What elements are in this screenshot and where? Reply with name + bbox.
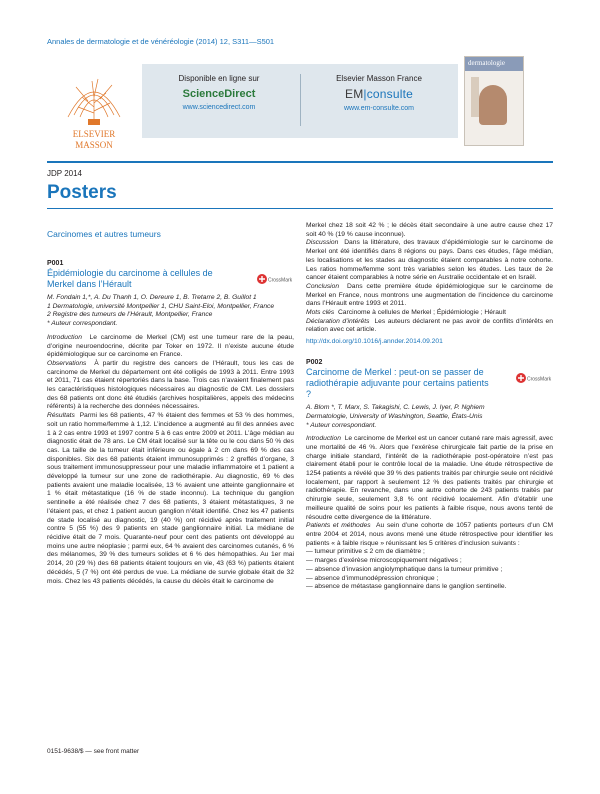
p001-keywords (306, 309, 553, 318)
crossmark-icon[interactable] (256, 272, 293, 284)
crossmark-label: CrossMark (527, 376, 552, 383)
p001-conclusion (306, 283, 553, 309)
list-item: — marges d’exérèse microscopiquement négatives ; (306, 557, 462, 565)
p001-discussion (306, 239, 553, 283)
p002-intro-label: Introduction (306, 435, 341, 443)
banner-publisher: Elsevier Masson France (336, 74, 422, 83)
list-item: — absence d’invasion angiolymphatique dans la tumeur primitive ; (306, 565, 503, 573)
p002-criteria-list (306, 548, 553, 592)
p001-res-label: Résultats (47, 412, 75, 420)
conference-label: JDP 2014 (47, 169, 82, 178)
p001-disc-text: Dans la littérature, des travaux d’épidémiologie sur le carcinome de Merkel ont été identifiés dans 8 régions ou pays. Dans ces études, l’âge médian, les localisations et les stades au diagnostic étaient comparables à notre cohorte. Les ratios homme/femme sont très variables selon les études. Les taux de 2e cancer étaient comparables à notre série en Australie occidentale et en Israël. (306, 239, 553, 282)
column-right (306, 222, 553, 592)
crossmark-icon[interactable] (515, 371, 552, 383)
emconsulte-em: EM (344, 87, 364, 101)
p001-concl-label: Conclusion (306, 282, 340, 290)
p001-kw-text: Carcinome à cellules de Merkel ; Épidémiologie ; Hérault (337, 309, 506, 317)
page-footer: 0151-9638/$ — see front matter (47, 748, 140, 755)
header-rule (47, 161, 553, 163)
logo-line-2: MASSON (75, 140, 113, 150)
p001-concl-text: Dans cette première étude épidémiologique sur le carcinome de Merkel en France, nous montrons une augmentation de l’incidence du carcinome dans l’Hérault entre 1993 et 2011. (306, 282, 553, 308)
cover-title: dermatologie (465, 57, 523, 71)
p001-intro-text: Le carcinome de Merkel (CM) est une tumeur rare de la peau, d’origine neuroendocrine, décrite par Toker en 1972. Il n’existe aucune étude épidémiologique sur ce carcinome en France. (47, 333, 294, 359)
page-title: Posters (47, 182, 117, 203)
p001-res-text: Parmi les 68 patients, 47 % étaient des femmes et 53 % des hommes, soit un ratio homme/femme à 1,12. L’incidence a augmenté au fil des années avec 1 à 2 cas entre 1993 et 1997 contre 5 à 6 cas entre 2009 et 2011. L’âge médian au diagnostic était de 78 ans. Le CM était localisé sur la tête ou le cou dans 50 % des cas. La taille de la tumeur était inférieure ou égale à 2 cm dans 69 % des cas disponibles. Six des 68 patients étaient immunosupprimés : 2 greffés d’organe, 3 sous traitement immunosuppresseur pour une maladie inflammatoire et 1 patient a développé la tumeur sur une zone de radiothérapie. Au diagnostic, 69 % des patients avaient une maladie localisée, 13 % avaient une atteinte ganglionnaire et 1 % était métastatique (16 % de stade inconnu). La technique du ganglion sentinelle a été réalisée chez 7 des 68 patients, 3 étaient métastatiques, 3 ne l’étaient pas, et chez 1 patient aucun ganglion n’était identifié. Chez les 47 patients de stade localisé au diagnostic, 19 (40 %) ont récidivé après traitement initial contre 5 (55 %) des 9 patients en stade ganglionnaire initial. La médiane de récidive était de 7 mois. Quarante-neuf pour cent des patients ont développé au moins une autre néoplasie ; parmi eux, 64 % avaient des carcinomes cutanés, 6 % des mélanomes, 39 % des tumeurs solides et 6 % des hémopathies. Au 1er mai 2014, 20 (29 %) des 68 patients étaient toujours en vie, 43 (63 %) patients étaient décédés, 5 (7 %) ont été perdus de vue. La médiane de survie globale était de 32 mois. Chez les 43 patients décédés, la cause du décès était le carcinome de (47, 412, 294, 585)
elsevier-logo (48, 57, 140, 152)
p001-obs-text: À partir du registre des cancers de l’Hérault, tous les cas de carcinome de Merkel du département ont été colligés de 1993 à 2011. Entre 1993 et 2011, 71 cas étaient répertoriés dans la base. Trois cas n’avaient finalement pas les caractéristiques histologiques nécessaires au diagnostic de CM. Les dossiers des 68 patients ont donc été étudiés (archives hospitalières, appels des médecins référents) à la recherche des données nécessaires. (47, 359, 295, 411)
subsection-title: Carcinomes et autres tumeurs (47, 229, 161, 239)
list-item: — absence d’immunodépression chronique ; (306, 574, 439, 582)
p002-methods (306, 522, 553, 548)
p001-disc-label: Discussion (306, 239, 339, 247)
p001-results-continued: Merkel chez 18 soit 42 % ; le décès était secondaire à une autre cause chez 17 soit 40 % (19 % cause inconnue). (306, 222, 553, 238)
p001-decl-text: Les auteurs déclarent ne pas avoir de conflits d’intérêts en relation avec cet article. (306, 317, 553, 334)
p002-affil-2: * Auteur correspondant. (306, 421, 377, 429)
sciencedirect-link[interactable]: www.sciencedirect.com (182, 104, 256, 111)
emconsulte-brand[interactable]: EM|consulte (344, 87, 414, 101)
title-rule (47, 208, 553, 209)
p001-obs-label: Observations (47, 359, 87, 367)
p001-authors: M. Fondain 1,*, A. Du Thanh 1, O. Dereure 1, B. Tretarre 2, B. Guillot 1 (47, 294, 257, 301)
cover-strip (471, 77, 479, 117)
p002-pm-text: Au sein d’une cohorte de 1057 patients porteurs d’un CM entre 2004 et 2014, nous avons mené une étude rétrospective pour identifier les patients « à faible risque » réunissant les 5 critères d’inclusion suivants : (306, 522, 554, 547)
column-left (47, 260, 294, 586)
banner-divider (300, 74, 301, 126)
p001-id: P001 (47, 260, 64, 267)
p002-id: P002 (306, 359, 323, 367)
p002-pm-label: Patients et méthodes (306, 522, 371, 530)
p002-intro-text: Le carcinome de Merkel est un cancer cutané rare mais agressif, avec une mortalité de 46 %. Alors que l’exérèse chirurgicale fait partie de la prise en charge initiale standard, l’intérêt de la radiothérapie post-opératoire n’est pas clairement établi pour le contrôle local de la maladie. Une étude rétrospective de 1254 patients a révélé que 39 % des patients traités par chirurgie seule ont récidivé localement, par rapport à seulement 12 % des patients traités par chirurgie et radiothérapie. En revanche, dans une autre cohorte de 243 patients traités par chirurgie seule, seulement 3,8 % ont récidivé localement. Afin d’établir une meilleure qualité de soins pour les patients à faible risque, nous avons tenté de résoudre cette divergence de la littérature. (306, 435, 554, 521)
emconsulte-consulte: consulte (366, 87, 414, 101)
p001-affil-3: * Auteur correspondant. (47, 320, 118, 328)
cover-image (479, 85, 507, 125)
crossmark-label: CrossMark (268, 277, 293, 284)
p001-kw-label: Mots clés (306, 309, 335, 317)
p002-authors: A. Blom *, T. Marx, S. Takagishi, C. Lewis, J. Iyer, P. Nghiem (306, 404, 485, 412)
p001-declaration (306, 318, 553, 335)
p001-introduction (47, 334, 294, 360)
p001-decl-label: Déclaration d’intérêts (306, 317, 370, 325)
emconsulte-link[interactable]: www.em-consulte.com (343, 105, 415, 112)
p001-intro-label: Introduction (47, 333, 82, 341)
p001-affil-2: 2 Registre des tumeurs de l’Hérault, Montpellier, France (47, 311, 213, 319)
p002-title: Carcinome de Merkel : peut-on se passer de radiothérapie adjuvante pour certains patients ? (306, 367, 489, 400)
availability-banner (142, 64, 458, 138)
banner-available-online: Disponible en ligne sur (178, 74, 260, 83)
logo-line-1: ELSEVIER (72, 129, 116, 139)
p002-introduction (306, 435, 553, 522)
journal-cover[interactable] (464, 56, 524, 146)
sciencedirect-brand[interactable]: ScienceDirect (182, 88, 256, 100)
p001-results (47, 412, 294, 586)
list-item: — absence de métastase ganglionnaire dans le ganglion sentinelle. (306, 583, 507, 591)
p001-doi-link[interactable]: http://dx.doi.org/10.1016/j.annder.2014.09.201 (306, 338, 443, 346)
p001-observations (47, 360, 294, 412)
p001-affil-1: 1 Dermatologie, université Montpellier 1, CHU Saint-Eloi, Montpellier, France (47, 302, 275, 310)
journal-citation[interactable]: Annales de dermatologie et de vénéréologie (2014) 12, S311—S501 (47, 37, 275, 46)
p002-affil-1: Dermatologie, University of Washington, Seattle, États-Unis (306, 412, 483, 420)
list-item: — tumeur primitive ≤ 2 cm de diamètre ; (306, 548, 425, 556)
p001-title: Épidémiologie du carcinome à cellules de Merkel dans l’Hérault (47, 268, 213, 289)
